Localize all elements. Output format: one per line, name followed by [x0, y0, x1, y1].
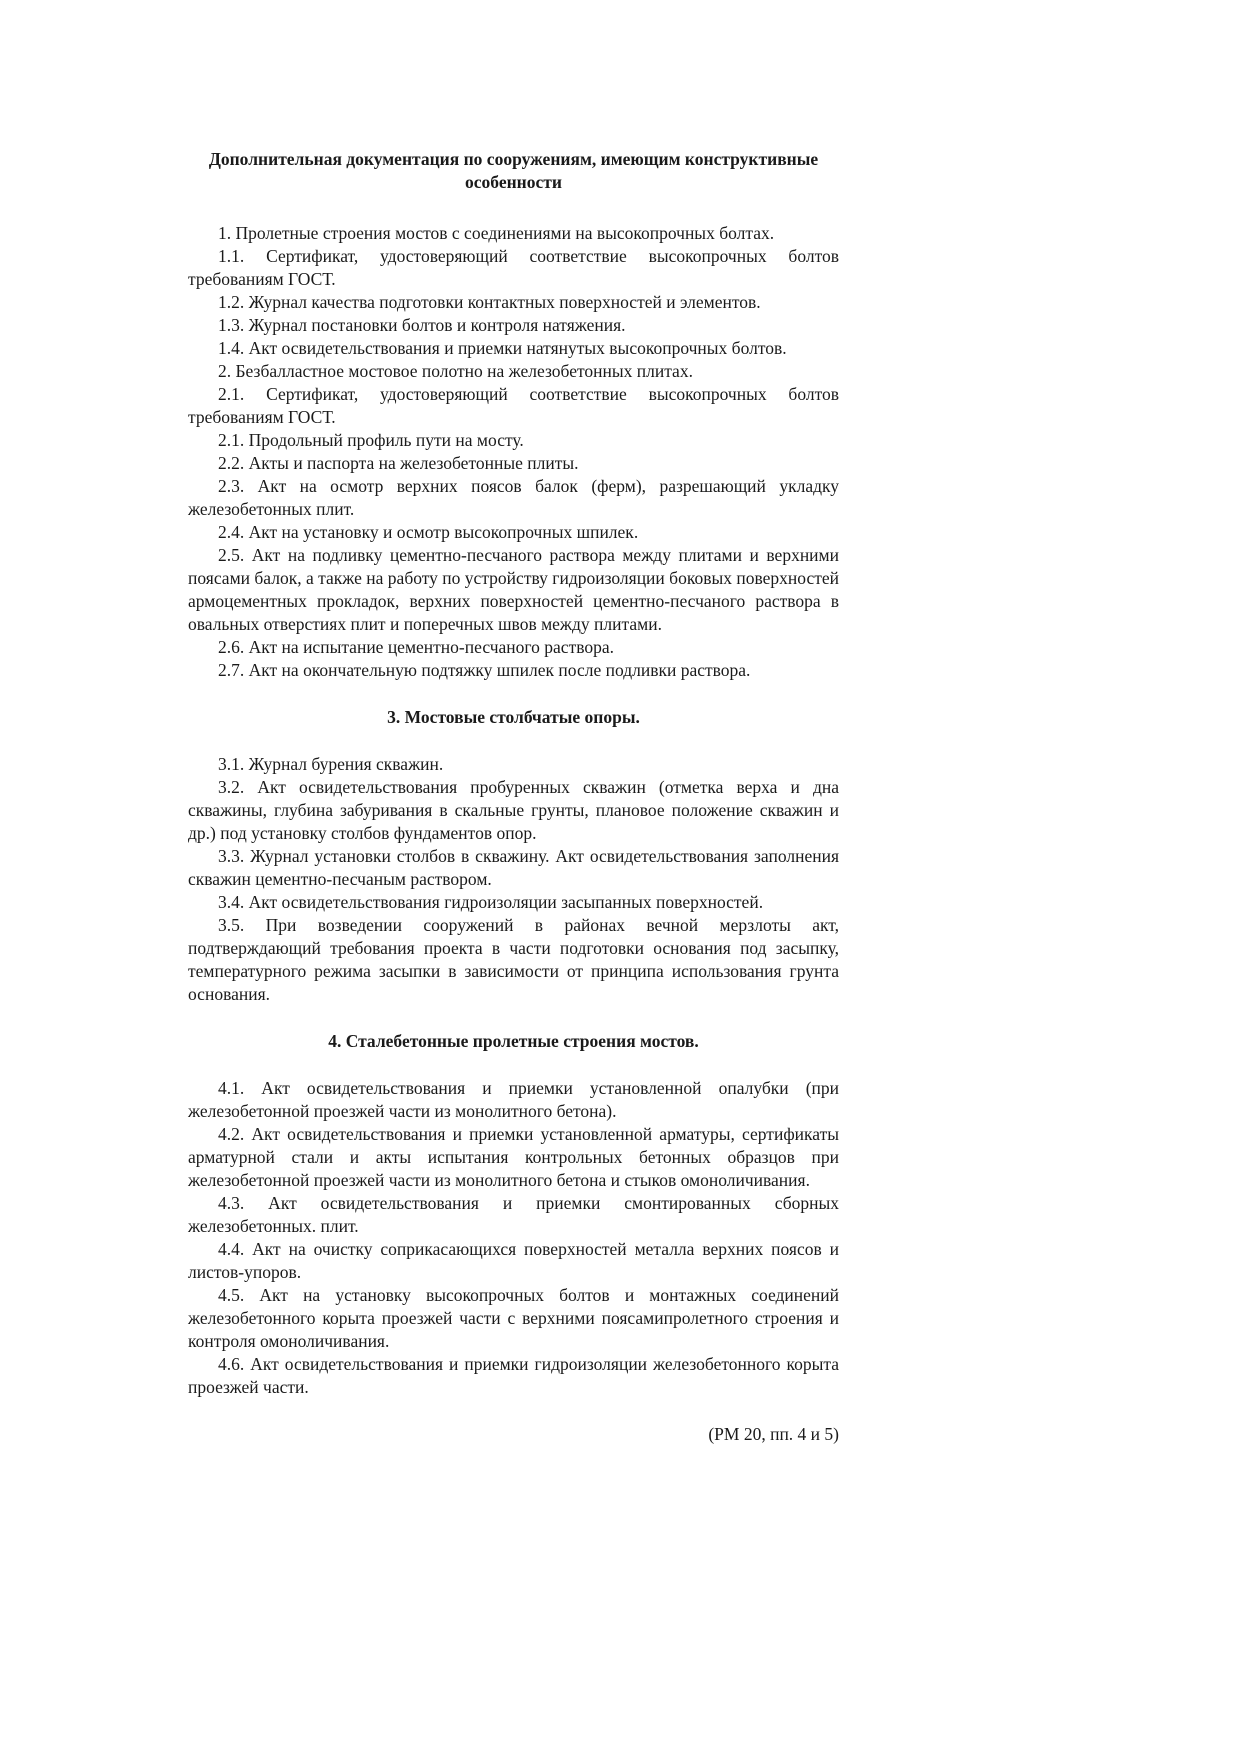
section-1-list	[188, 222, 839, 682]
list-item: 3.3. Журнал установки столбов в скважину. Акт освидетельствования заполнения скважин цементно-песчаным раствором.	[188, 846, 839, 889]
section-4-heading: 4. Сталебетонные пролетные строения мостов.	[328, 1031, 699, 1051]
list-item: 2.1. Продольный профиль пути на мосту.	[218, 430, 524, 450]
list-item: 1. Пролетные строения мостов с соединениями на высокопрочных болтах.	[218, 223, 775, 243]
section-4-list	[188, 1077, 839, 1399]
document-page	[188, 148, 839, 1446]
list-item: 4.1. Акт освидетельствования и приемки установленной опалубки (при железобетонной проезжей части из монолитного бетона).	[188, 1078, 839, 1121]
document-title: Дополнительная документация по сооружениям, имеющим конструктивные особенности	[208, 149, 819, 192]
list-item: 3.2. Акт освидетельствования пробуренных скважин (отметка верха и дна скважины, глубина забуривания в скальные грунты, плановое положение скважин и др.) под установку столбов фундаментов опор.	[188, 777, 839, 843]
list-item: 2.5. Акт на подливку цементно-песчаного раствора между плитами и верхними поясами балок, а также на работу по устройству гидроизоляции боковых поверхностей армоцементных прокладок, верхних поверхностей цементно-песчаного раствора в овальных отверстиях плит и поперечных швов между плитами.	[188, 545, 839, 634]
list-item: 4.3. Акт освидетельствования и приемки смонтированных сборных железобетонных. плит.	[188, 1193, 839, 1236]
list-item: 4.6. Акт освидетельствования и приемки гидроизоляции железобетонного корыта проезжей части.	[188, 1354, 839, 1397]
list-item: 2.7. Акт на окончательную подтяжку шпилек после подливки раствора.	[218, 660, 751, 680]
list-item: 2.6. Акт на испытание цементно-песчаного раствора.	[218, 637, 615, 657]
list-item: 3.5. При возведении сооружений в районах вечной мерзлоты акт, подтверждающий требования проекта в части подготовки основания под засыпку, температурного режима засыпки в зависимости от принципа использования грунта основания.	[188, 915, 839, 1004]
list-item: 4.5. Акт на установку высокопрочных болтов и монтажных соединений железобетонного корыта проезжей части с верхними поясамипролетного строения и контроля омоноличивания.	[188, 1285, 839, 1351]
section-3-heading: 3. Мостовые столбчатые опоры.	[387, 707, 640, 727]
list-item: 1.1. Сертификат, удостоверяющий соответствие высокопрочных болтов требованиям ГОСТ.	[188, 246, 839, 289]
section-3-list	[188, 753, 839, 1006]
source-reference: (РМ 20, пп. 4 и 5)	[708, 1424, 839, 1444]
list-item: 2.1. Сертификат, удостоверяющий соответствие высокопрочных болтов требованиям ГОСТ.	[188, 384, 839, 427]
list-item: 1.3. Журнал постановки болтов и контроля натяжения.	[218, 315, 626, 335]
list-item: 4.4. Акт на очистку соприкасающихся поверхностей металла верхних поясов и листов-упоров.	[188, 1239, 839, 1282]
list-item: 2.3. Акт на осмотр верхних поясов балок (ферм), разрешающий укладку железобетонных плит.	[188, 476, 839, 519]
list-item: 1.4. Акт освидетельствования и приемки натянутых высокопрочных болтов.	[218, 338, 787, 358]
list-item: 1.2. Журнал качества подготовки контактных поверхностей и элементов.	[218, 292, 761, 312]
list-item: 2.4. Акт на установку и осмотр высокопрочных шпилек.	[218, 522, 639, 542]
list-item: 4.2. Акт освидетельствования и приемки установленной арматуры, сертификаты арматурной стали и акты испытания контрольных бетонных образцов при железобетонной проезжей части из монолитного бетона и стыков омоноличивания.	[188, 1124, 839, 1190]
list-item: 3.1. Журнал бурения скважин.	[218, 754, 444, 774]
list-item: 2.2. Акты и паспорта на железобетонные плиты.	[218, 453, 579, 473]
list-item: 3.4. Акт освидетельствования гидроизоляции засыпанных поверхностей.	[218, 892, 764, 912]
list-item: 2. Безбалластное мостовое полотно на железобетонных плитах.	[218, 361, 693, 381]
